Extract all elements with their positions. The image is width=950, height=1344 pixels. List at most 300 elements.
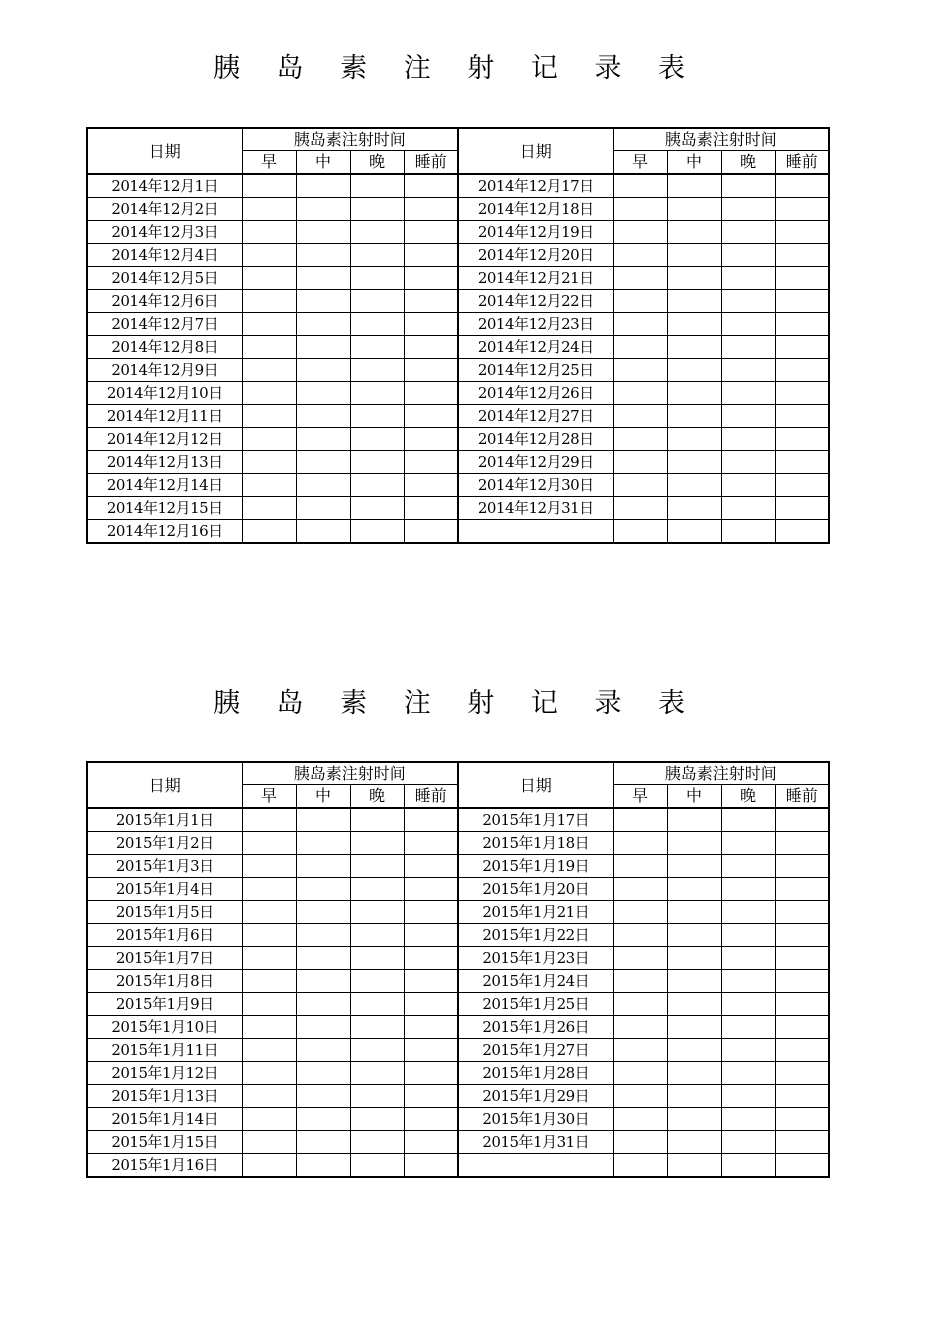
injection-cell-bedtime[interactable] <box>404 993 458 1016</box>
injection-cell-noon[interactable] <box>296 474 350 497</box>
table-row <box>87 1131 829 1154</box>
injection-cell-bedtime[interactable] <box>404 924 458 947</box>
injection-cell-evening[interactable] <box>350 313 404 336</box>
injection-cell-evening[interactable] <box>350 520 404 544</box>
injection-cell-noon[interactable] <box>667 808 721 832</box>
injection-cell-evening[interactable] <box>721 497 775 520</box>
injection-cell-noon[interactable] <box>296 267 350 290</box>
injection-cell-noon[interactable] <box>296 924 350 947</box>
injection-cell-noon[interactable] <box>296 993 350 1016</box>
injection-cell-morning[interactable] <box>242 290 296 313</box>
injection-cell-morning[interactable] <box>242 428 296 451</box>
date-cell: 2014年12月5日 <box>87 267 242 290</box>
injection-cell-evening[interactable] <box>721 1131 775 1154</box>
injection-cell-evening[interactable] <box>350 359 404 382</box>
injection-cell-morning[interactable] <box>613 520 667 544</box>
injection-cell-bedtime[interactable] <box>775 1085 829 1108</box>
injection-cell-morning[interactable] <box>242 1085 296 1108</box>
table-row <box>87 1039 829 1062</box>
injection-cell-morning[interactable] <box>242 520 296 544</box>
injection-cell-noon[interactable] <box>296 451 350 474</box>
injection-cell-evening[interactable] <box>350 970 404 993</box>
injection-cell-bedtime[interactable] <box>775 1108 829 1131</box>
date-cell: 2014年12月19日 <box>458 221 613 244</box>
injection-cell-bedtime[interactable] <box>404 497 458 520</box>
date-cell: 2015年1月21日 <box>458 901 613 924</box>
injection-cell-morning[interactable] <box>242 1016 296 1039</box>
injection-cell-morning[interactable] <box>242 924 296 947</box>
injection-cell-evening[interactable] <box>350 1016 404 1039</box>
injection-cell-morning[interactable] <box>613 451 667 474</box>
injection-cell-noon[interactable] <box>667 947 721 970</box>
date-cell: 2014年12月2日 <box>87 198 242 221</box>
injection-cell-morning[interactable] <box>613 474 667 497</box>
injection-cell-bedtime[interactable] <box>404 832 458 855</box>
date-cell: 2014年12月20日 <box>458 244 613 267</box>
injection-time-header: 胰岛素注射时间 <box>242 762 458 785</box>
injection-cell-bedtime[interactable] <box>404 970 458 993</box>
injection-cell-evening[interactable] <box>350 901 404 924</box>
injection-cell-evening[interactable] <box>350 808 404 832</box>
date-cell: 2015年1月29日 <box>458 1085 613 1108</box>
injection-cell-bedtime[interactable] <box>404 947 458 970</box>
injection-cell-evening[interactable] <box>721 1016 775 1039</box>
injection-cell-bedtime[interactable] <box>404 382 458 405</box>
injection-cell-bedtime[interactable] <box>775 924 829 947</box>
injection-cell-bedtime[interactable] <box>404 451 458 474</box>
injection-cell-noon[interactable] <box>667 174 721 198</box>
injection-cell-bedtime[interactable] <box>775 520 829 544</box>
injection-cell-evening[interactable] <box>721 428 775 451</box>
injection-cell-evening[interactable] <box>721 1108 775 1131</box>
injection-cell-evening[interactable] <box>350 267 404 290</box>
injection-cell-evening[interactable] <box>350 244 404 267</box>
injection-cell-noon[interactable] <box>296 428 350 451</box>
date-cell: 2015年1月13日 <box>87 1085 242 1108</box>
injection-cell-noon[interactable] <box>296 313 350 336</box>
injection-cell-noon[interactable] <box>667 244 721 267</box>
injection-cell-morning[interactable] <box>613 174 667 198</box>
injection-cell-noon[interactable] <box>296 336 350 359</box>
injection-cell-bedtime[interactable] <box>404 428 458 451</box>
injection-cell-morning[interactable] <box>613 1131 667 1154</box>
injection-cell-noon[interactable] <box>296 497 350 520</box>
injection-cell-bedtime[interactable] <box>775 1131 829 1154</box>
injection-cell-bedtime[interactable] <box>775 290 829 313</box>
injection-cell-morning[interactable] <box>242 313 296 336</box>
injection-cell-bedtime[interactable] <box>775 267 829 290</box>
injection-cell-morning[interactable] <box>242 1154 296 1178</box>
injection-cell-bedtime[interactable] <box>775 993 829 1016</box>
injection-cell-morning[interactable] <box>242 901 296 924</box>
injection-cell-morning[interactable] <box>242 451 296 474</box>
table-row <box>87 474 829 497</box>
injection-cell-evening[interactable] <box>350 832 404 855</box>
injection-cell-morning[interactable] <box>242 267 296 290</box>
injection-cell-noon[interactable] <box>667 267 721 290</box>
date-cell: 2015年1月19日 <box>458 855 613 878</box>
injection-cell-evening[interactable] <box>350 405 404 428</box>
injection-cell-morning[interactable] <box>613 808 667 832</box>
injection-cell-morning[interactable] <box>613 405 667 428</box>
injection-cell-noon[interactable] <box>667 1085 721 1108</box>
date-cell: 2015年1月15日 <box>87 1131 242 1154</box>
injection-cell-noon[interactable] <box>667 428 721 451</box>
injection-cell-noon[interactable] <box>296 382 350 405</box>
injection-cell-bedtime[interactable] <box>404 290 458 313</box>
injection-cell-evening[interactable] <box>350 878 404 901</box>
injection-cell-bedtime[interactable] <box>775 474 829 497</box>
injection-cell-evening[interactable] <box>721 359 775 382</box>
table-row <box>87 428 829 451</box>
date-cell: 2014年12月24日 <box>458 336 613 359</box>
injection-log-table <box>86 127 830 544</box>
injection-cell-evening[interactable] <box>350 924 404 947</box>
injection-cell-morning[interactable] <box>613 290 667 313</box>
injection-cell-noon[interactable] <box>667 901 721 924</box>
date-cell: 2014年12月15日 <box>87 497 242 520</box>
injection-cell-evening[interactable] <box>721 970 775 993</box>
injection-cell-bedtime[interactable] <box>404 1131 458 1154</box>
injection-cell-evening[interactable] <box>721 1154 775 1178</box>
date-cell: 2014年12月10日 <box>87 382 242 405</box>
injection-cell-bedtime[interactable] <box>404 198 458 221</box>
injection-cell-evening[interactable] <box>721 336 775 359</box>
injection-cell-noon[interactable] <box>667 221 721 244</box>
injection-cell-noon[interactable] <box>667 336 721 359</box>
injection-cell-evening[interactable] <box>350 382 404 405</box>
injection-cell-bedtime[interactable] <box>775 198 829 221</box>
injection-cell-evening[interactable] <box>721 855 775 878</box>
injection-cell-bedtime[interactable] <box>775 428 829 451</box>
injection-cell-evening[interactable] <box>350 1154 404 1178</box>
injection-cell-evening[interactable] <box>350 221 404 244</box>
date-cell: 2015年1月2日 <box>87 832 242 855</box>
slot-evening-header: 晚 <box>721 151 775 175</box>
injection-cell-morning[interactable] <box>242 855 296 878</box>
injection-cell-evening[interactable] <box>350 855 404 878</box>
injection-cell-noon[interactable] <box>296 405 350 428</box>
injection-cell-bedtime[interactable] <box>775 405 829 428</box>
injection-cell-morning[interactable] <box>242 221 296 244</box>
injection-cell-morning[interactable] <box>242 474 296 497</box>
injection-cell-bedtime[interactable] <box>775 1062 829 1085</box>
injection-cell-evening[interactable] <box>721 198 775 221</box>
injection-cell-noon[interactable] <box>667 1062 721 1085</box>
table-row <box>87 832 829 855</box>
injection-cell-noon[interactable] <box>296 1039 350 1062</box>
injection-cell-bedtime[interactable] <box>775 1154 829 1178</box>
injection-cell-morning[interactable] <box>613 947 667 970</box>
injection-cell-bedtime[interactable] <box>775 855 829 878</box>
injection-cell-evening[interactable] <box>721 1062 775 1085</box>
injection-cell-morning[interactable] <box>613 901 667 924</box>
date-cell: 2014年12月30日 <box>458 474 613 497</box>
injection-cell-evening[interactable] <box>721 221 775 244</box>
injection-cell-morning[interactable] <box>613 497 667 520</box>
injection-cell-bedtime[interactable] <box>775 174 829 198</box>
injection-cell-noon[interactable] <box>296 1131 350 1154</box>
injection-cell-bedtime[interactable] <box>404 267 458 290</box>
injection-cell-morning[interactable] <box>613 428 667 451</box>
date-cell: 2014年12月17日 <box>458 174 613 198</box>
injection-cell-evening[interactable] <box>721 924 775 947</box>
injection-cell-morning[interactable] <box>242 336 296 359</box>
injection-cell-noon[interactable] <box>296 1062 350 1085</box>
injection-cell-morning[interactable] <box>613 359 667 382</box>
injection-cell-noon[interactable] <box>667 497 721 520</box>
injection-cell-noon[interactable] <box>667 359 721 382</box>
injection-cell-morning[interactable] <box>242 947 296 970</box>
injection-cell-noon[interactable] <box>296 221 350 244</box>
date-cell: 2014年12月31日 <box>458 497 613 520</box>
injection-cell-evening[interactable] <box>350 174 404 198</box>
injection-cell-bedtime[interactable] <box>775 359 829 382</box>
injection-cell-morning[interactable] <box>613 878 667 901</box>
injection-cell-evening[interactable] <box>721 947 775 970</box>
injection-cell-bedtime[interactable] <box>404 1085 458 1108</box>
injection-cell-noon[interactable] <box>296 198 350 221</box>
injection-cell-bedtime[interactable] <box>775 244 829 267</box>
injection-cell-bedtime[interactable] <box>404 336 458 359</box>
injection-cell-morning[interactable] <box>242 244 296 267</box>
injection-cell-evening[interactable] <box>350 474 404 497</box>
injection-cell-bedtime[interactable] <box>775 382 829 405</box>
injection-cell-bedtime[interactable] <box>775 313 829 336</box>
injection-cell-bedtime[interactable] <box>404 1039 458 1062</box>
injection-cell-evening[interactable] <box>350 198 404 221</box>
injection-cell-evening[interactable] <box>721 520 775 544</box>
injection-cell-noon[interactable] <box>667 1131 721 1154</box>
injection-cell-morning[interactable] <box>613 198 667 221</box>
injection-cell-evening[interactable] <box>721 808 775 832</box>
injection-cell-evening[interactable] <box>350 497 404 520</box>
injection-time-header: 胰岛素注射时间 <box>613 762 829 785</box>
injection-cell-evening[interactable] <box>721 1085 775 1108</box>
injection-cell-bedtime[interactable] <box>404 1108 458 1131</box>
injection-cell-noon[interactable] <box>296 1154 350 1178</box>
injection-cell-morning[interactable] <box>242 359 296 382</box>
date-cell: 2015年1月27日 <box>458 1039 613 1062</box>
injection-cell-morning[interactable] <box>613 1085 667 1108</box>
injection-cell-morning[interactable] <box>613 1154 667 1178</box>
injection-cell-morning[interactable] <box>613 970 667 993</box>
injection-cell-evening[interactable] <box>350 1085 404 1108</box>
injection-cell-noon[interactable] <box>667 198 721 221</box>
injection-cell-noon[interactable] <box>296 947 350 970</box>
injection-cell-morning[interactable] <box>242 174 296 198</box>
injection-cell-morning[interactable] <box>613 382 667 405</box>
injection-cell-morning[interactable] <box>242 832 296 855</box>
injection-cell-bedtime[interactable] <box>775 901 829 924</box>
injection-cell-evening[interactable] <box>721 993 775 1016</box>
injection-cell-bedtime[interactable] <box>775 1039 829 1062</box>
date-cell: 2014年12月26日 <box>458 382 613 405</box>
injection-cell-bedtime[interactable] <box>404 174 458 198</box>
injection-cell-bedtime[interactable] <box>775 336 829 359</box>
injection-cell-bedtime[interactable] <box>775 832 829 855</box>
injection-cell-noon[interactable] <box>667 878 721 901</box>
injection-cell-bedtime[interactable] <box>775 947 829 970</box>
injection-cell-bedtime[interactable] <box>404 1154 458 1178</box>
injection-cell-bedtime[interactable] <box>775 497 829 520</box>
injection-cell-morning[interactable] <box>242 878 296 901</box>
date-cell: 2015年1月16日 <box>87 1154 242 1178</box>
injection-cell-bedtime[interactable] <box>404 405 458 428</box>
date-cell: 2015年1月10日 <box>87 1016 242 1039</box>
injection-cell-evening[interactable] <box>350 993 404 1016</box>
injection-cell-morning[interactable] <box>242 1108 296 1131</box>
injection-cell-evening[interactable] <box>721 474 775 497</box>
date-cell: 2014年12月7日 <box>87 313 242 336</box>
injection-cell-morning[interactable] <box>242 1131 296 1154</box>
date-cell: 2015年1月25日 <box>458 993 613 1016</box>
injection-cell-noon[interactable] <box>296 970 350 993</box>
injection-cell-noon[interactable] <box>667 520 721 544</box>
injection-cell-noon[interactable] <box>667 313 721 336</box>
slot-bedtime-header: 睡前 <box>404 151 458 175</box>
table-row <box>87 1062 829 1085</box>
injection-cell-morning[interactable] <box>242 808 296 832</box>
injection-cell-evening[interactable] <box>721 267 775 290</box>
injection-cell-noon[interactable] <box>667 382 721 405</box>
injection-cell-morning[interactable] <box>613 993 667 1016</box>
injection-cell-morning[interactable] <box>613 1108 667 1131</box>
injection-cell-morning[interactable] <box>613 313 667 336</box>
injection-cell-evening[interactable] <box>721 313 775 336</box>
injection-cell-noon[interactable] <box>296 808 350 832</box>
table-row <box>87 267 829 290</box>
injection-cell-bedtime[interactable] <box>404 359 458 382</box>
injection-cell-noon[interactable] <box>667 1039 721 1062</box>
injection-cell-morning[interactable] <box>613 1039 667 1062</box>
injection-cell-morning[interactable] <box>613 267 667 290</box>
injection-cell-morning[interactable] <box>242 1062 296 1085</box>
injection-cell-morning[interactable] <box>242 405 296 428</box>
injection-cell-evening[interactable] <box>350 290 404 313</box>
injection-cell-noon[interactable] <box>296 1016 350 1039</box>
injection-cell-bedtime[interactable] <box>404 520 458 544</box>
injection-cell-morning[interactable] <box>242 1039 296 1062</box>
injection-cell-noon[interactable] <box>667 970 721 993</box>
injection-cell-noon[interactable] <box>296 520 350 544</box>
injection-cell-evening[interactable] <box>721 832 775 855</box>
injection-cell-evening[interactable] <box>350 1131 404 1154</box>
injection-cell-noon[interactable] <box>667 1108 721 1131</box>
injection-cell-noon[interactable] <box>296 174 350 198</box>
injection-cell-evening[interactable] <box>350 451 404 474</box>
injection-cell-evening[interactable] <box>721 382 775 405</box>
injection-cell-bedtime[interactable] <box>775 808 829 832</box>
injection-cell-noon[interactable] <box>667 474 721 497</box>
injection-cell-morning[interactable] <box>613 244 667 267</box>
injection-cell-evening[interactable] <box>721 174 775 198</box>
injection-cell-evening[interactable] <box>350 1108 404 1131</box>
injection-time-header: 胰岛素注射时间 <box>613 128 829 151</box>
sheet-title: 胰 岛 素 注 射 记 录 表 <box>212 688 700 719</box>
injection-cell-evening[interactable] <box>350 336 404 359</box>
injection-cell-morning[interactable] <box>242 497 296 520</box>
injection-cell-evening[interactable] <box>721 1039 775 1062</box>
injection-cell-noon[interactable] <box>296 855 350 878</box>
injection-cell-morning[interactable] <box>242 970 296 993</box>
injection-cell-bedtime[interactable] <box>404 901 458 924</box>
injection-cell-bedtime[interactable] <box>404 221 458 244</box>
injection-cell-bedtime[interactable] <box>404 313 458 336</box>
injection-cell-noon[interactable] <box>296 1108 350 1131</box>
table-row <box>87 382 829 405</box>
injection-cell-bedtime[interactable] <box>775 878 829 901</box>
injection-cell-noon[interactable] <box>667 451 721 474</box>
injection-cell-noon[interactable] <box>667 993 721 1016</box>
injection-cell-bedtime[interactable] <box>404 808 458 832</box>
injection-cell-morning[interactable] <box>613 855 667 878</box>
table-row <box>87 1085 829 1108</box>
injection-cell-noon[interactable] <box>667 1154 721 1178</box>
injection-cell-noon[interactable] <box>296 290 350 313</box>
injection-cell-bedtime[interactable] <box>404 855 458 878</box>
injection-cell-bedtime[interactable] <box>404 244 458 267</box>
injection-cell-morning[interactable] <box>242 993 296 1016</box>
injection-cell-noon[interactable] <box>296 878 350 901</box>
injection-cell-evening[interactable] <box>721 244 775 267</box>
injection-cell-noon[interactable] <box>667 290 721 313</box>
injection-cell-noon[interactable] <box>667 924 721 947</box>
injection-cell-bedtime[interactable] <box>404 474 458 497</box>
injection-cell-morning[interactable] <box>242 198 296 221</box>
injection-cell-morning[interactable] <box>613 832 667 855</box>
injection-cell-evening[interactable] <box>721 451 775 474</box>
injection-cell-bedtime[interactable] <box>404 1016 458 1039</box>
injection-cell-bedtime[interactable] <box>775 970 829 993</box>
injection-cell-bedtime[interactable] <box>404 1062 458 1085</box>
date-cell <box>458 520 613 544</box>
injection-cell-evening[interactable] <box>350 947 404 970</box>
date-cell: 2014年12月27日 <box>458 405 613 428</box>
injection-cell-morning[interactable] <box>242 382 296 405</box>
injection-cell-morning[interactable] <box>613 1016 667 1039</box>
injection-cell-noon[interactable] <box>667 855 721 878</box>
injection-cell-noon[interactable] <box>667 1016 721 1039</box>
injection-cell-bedtime[interactable] <box>775 451 829 474</box>
injection-cell-evening[interactable] <box>350 1062 404 1085</box>
injection-cell-noon[interactable] <box>296 359 350 382</box>
injection-cell-bedtime[interactable] <box>775 1016 829 1039</box>
injection-cell-morning[interactable] <box>613 221 667 244</box>
injection-cell-bedtime[interactable] <box>775 221 829 244</box>
injection-cell-evening[interactable] <box>721 290 775 313</box>
table-row <box>87 451 829 474</box>
injection-cell-noon[interactable] <box>667 832 721 855</box>
injection-cell-noon[interactable] <box>296 901 350 924</box>
injection-cell-evening[interactable] <box>350 1039 404 1062</box>
injection-cell-noon[interactable] <box>296 244 350 267</box>
injection-cell-bedtime[interactable] <box>404 878 458 901</box>
table-row <box>87 520 829 544</box>
injection-cell-morning[interactable] <box>613 336 667 359</box>
injection-cell-evening[interactable] <box>721 878 775 901</box>
injection-cell-morning[interactable] <box>613 1062 667 1085</box>
injection-cell-noon[interactable] <box>296 832 350 855</box>
injection-cell-evening[interactable] <box>350 428 404 451</box>
injection-cell-noon[interactable] <box>667 405 721 428</box>
injection-cell-noon[interactable] <box>296 1085 350 1108</box>
table-row <box>87 924 829 947</box>
injection-cell-morning[interactable] <box>613 924 667 947</box>
injection-cell-evening[interactable] <box>721 901 775 924</box>
date-cell: 2015年1月4日 <box>87 878 242 901</box>
injection-cell-evening[interactable] <box>721 405 775 428</box>
